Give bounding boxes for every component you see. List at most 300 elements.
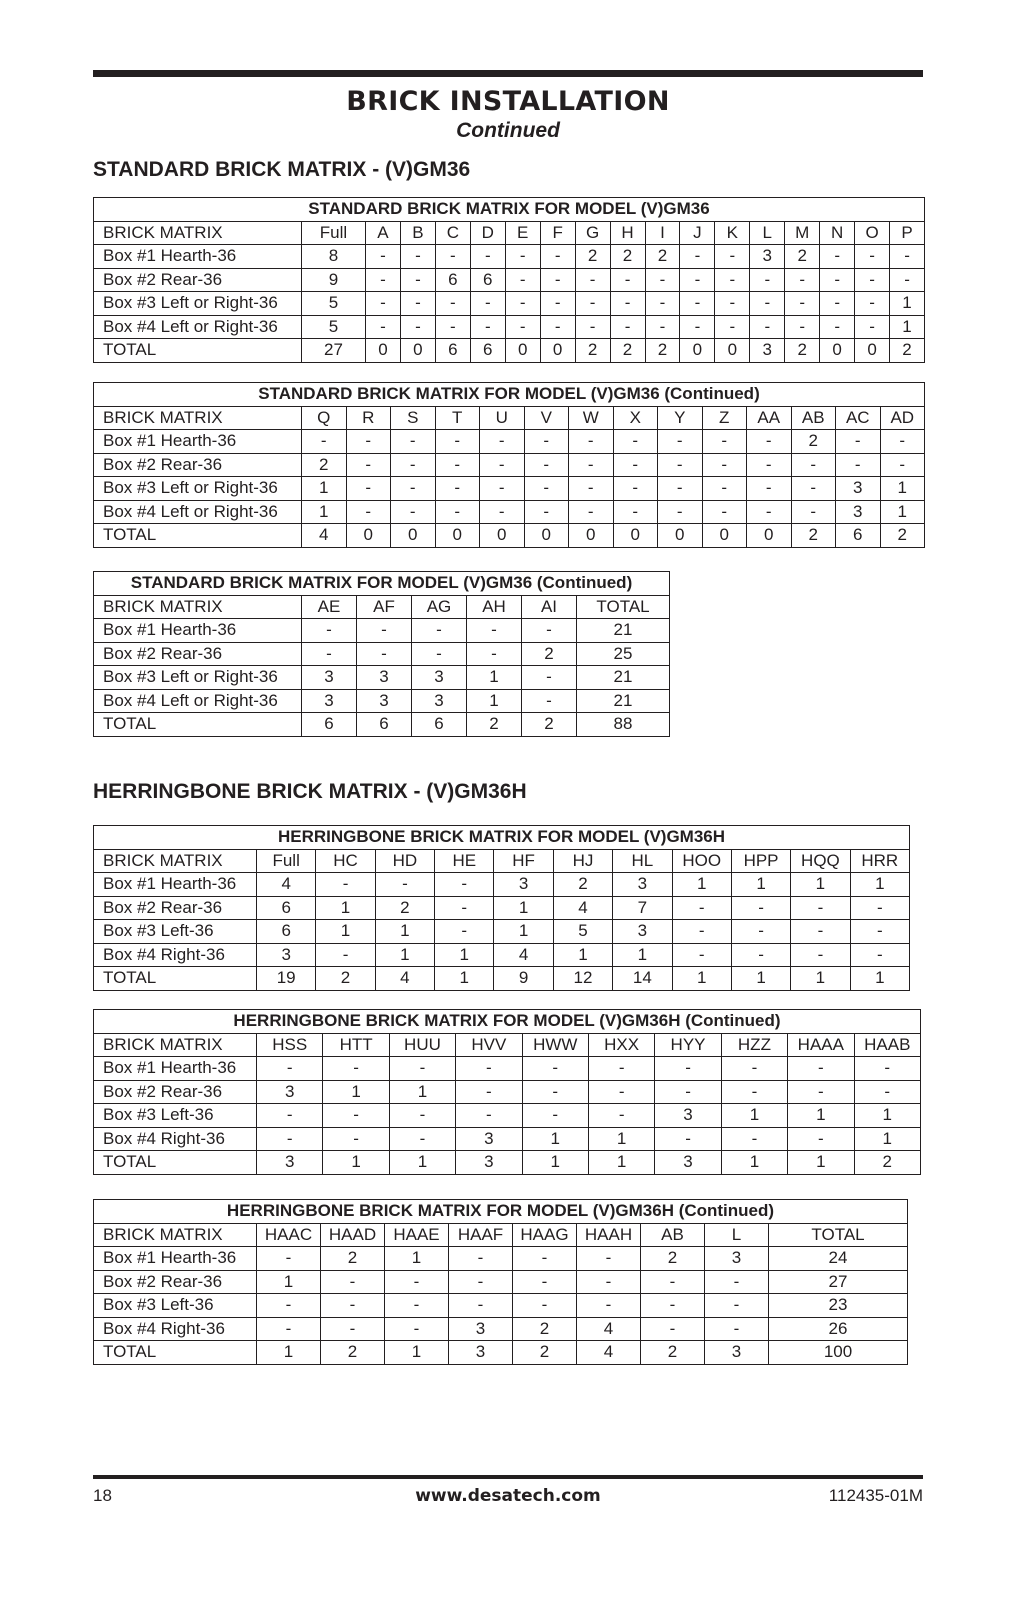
table-cell: 4 <box>302 524 347 548</box>
table-cell: 4 <box>553 896 612 920</box>
table-cell: 3 <box>449 1341 513 1365</box>
table-cell: 3 <box>705 1341 769 1365</box>
table-cell: 4 <box>577 1317 641 1341</box>
table-cell: - <box>257 1057 323 1081</box>
row-label: Box #2 Rear-36 <box>94 1270 257 1294</box>
row-label: TOTAL <box>94 1151 257 1175</box>
row-label: Box #4 Left or Right-36 <box>94 500 302 524</box>
table-cell: 1 <box>257 1270 321 1294</box>
table-cell: 2 <box>302 453 347 477</box>
row-label: Box #3 Left-36 <box>94 920 257 944</box>
table-cell: - <box>575 268 610 292</box>
table-cell: 3 <box>655 1151 721 1175</box>
table-cell: 1 <box>731 967 790 991</box>
table-row <box>94 477 925 501</box>
table-row <box>94 1294 908 1318</box>
table-row <box>94 315 925 339</box>
column-header: A <box>366 221 401 245</box>
table-cell: - <box>505 268 540 292</box>
table-cell: - <box>391 453 436 477</box>
table-cell: - <box>850 896 909 920</box>
column-header: L <box>705 1223 769 1247</box>
column-header: HD <box>375 849 434 873</box>
table-cell: 3 <box>257 1151 323 1175</box>
row-label: TOTAL <box>94 339 302 363</box>
table-cell: - <box>680 315 715 339</box>
table-cell: - <box>302 619 357 643</box>
table-cell: 2 <box>513 1341 577 1365</box>
table-cell: - <box>524 453 569 477</box>
table-cell: - <box>522 619 577 643</box>
website-link[interactable]: www.desatech.com <box>415 1486 601 1506</box>
table-cell: - <box>323 1104 389 1128</box>
table-cell: - <box>577 1270 641 1294</box>
table-cell: 1 <box>880 500 925 524</box>
column-header: R <box>346 406 391 430</box>
row-label: TOTAL <box>94 1341 257 1365</box>
table-caption-row <box>94 826 910 850</box>
row-label: TOTAL <box>94 524 302 548</box>
table-cell: - <box>391 477 436 501</box>
table-cell: 0 <box>747 524 792 548</box>
table-row <box>94 1270 908 1294</box>
table-cell: - <box>569 500 614 524</box>
table-cell: - <box>613 453 658 477</box>
table-cell: - <box>467 642 522 666</box>
column-header: BRICK MATRIX <box>94 406 302 430</box>
table-cell: - <box>524 477 569 501</box>
table-cell: - <box>389 1127 455 1151</box>
column-header: Y <box>658 406 703 430</box>
column-header: AB <box>791 406 836 430</box>
column-header: HAAG <box>513 1223 577 1247</box>
column-header: TOTAL <box>769 1223 908 1247</box>
table-cell: 0 <box>613 524 658 548</box>
table-caption: HERRINGBONE BRICK MATRIX FOR MODEL (V)GM36H (Continued) <box>94 1200 908 1224</box>
table-cell: - <box>400 268 435 292</box>
table-cell: - <box>588 1080 654 1104</box>
table-cell: 0 <box>855 339 890 363</box>
table-cell: - <box>346 477 391 501</box>
column-header: E <box>505 221 540 245</box>
row-label: Box #1 Hearth-36 <box>94 619 302 643</box>
table-cell: 2 <box>890 339 925 363</box>
table-caption-row <box>94 1200 908 1224</box>
table-cell: - <box>715 268 750 292</box>
table-cell: - <box>855 292 890 316</box>
table-cell: - <box>391 500 436 524</box>
column-header: TOTAL <box>577 595 670 619</box>
column-header: HPP <box>731 849 790 873</box>
table-cell: - <box>702 453 747 477</box>
table-cell: - <box>890 245 925 269</box>
table-row <box>94 1341 908 1365</box>
table-cell: 2 <box>641 1341 705 1365</box>
table-cell: 1 <box>721 1151 787 1175</box>
table-cell: - <box>385 1294 449 1318</box>
table-cell: 1 <box>553 943 612 967</box>
table-cell: - <box>540 268 575 292</box>
table-cell: 6 <box>412 713 467 737</box>
table-cell: 1 <box>890 292 925 316</box>
table-cell: - <box>385 1270 449 1294</box>
table-cell: - <box>316 873 375 897</box>
table-cell: 2 <box>610 245 645 269</box>
table-cell: - <box>346 453 391 477</box>
table-cell: - <box>854 1057 920 1081</box>
table-cell: - <box>470 315 505 339</box>
table-cell: 6 <box>257 920 316 944</box>
table-cell: - <box>524 430 569 454</box>
row-label: Box #2 Rear-36 <box>94 268 302 292</box>
table-cell: 1 <box>467 689 522 713</box>
table-cell: - <box>435 453 480 477</box>
table-cell: - <box>524 500 569 524</box>
table-cell: 1 <box>788 1151 854 1175</box>
table-cell: - <box>788 1080 854 1104</box>
column-header: K <box>715 221 750 245</box>
table-cell: 3 <box>836 500 881 524</box>
table-cell: - <box>569 430 614 454</box>
table-cell: 2 <box>854 1151 920 1175</box>
herringbone-matrix-table-2 <box>93 1009 921 1175</box>
table-cell: 3 <box>302 689 357 713</box>
table-cell: - <box>575 315 610 339</box>
column-header: G <box>575 221 610 245</box>
table-cell: 2 <box>791 430 836 454</box>
table-cell: 2 <box>575 245 610 269</box>
table-cell: 1 <box>257 1341 321 1365</box>
table-cell: - <box>456 1057 522 1081</box>
table-cell: - <box>357 642 412 666</box>
top-rule <box>93 70 923 77</box>
table-cell: - <box>366 315 401 339</box>
table-cell: 3 <box>613 873 672 897</box>
column-header: HAAD <box>321 1223 385 1247</box>
column-header: Full <box>257 849 316 873</box>
table-cell: 1 <box>588 1127 654 1151</box>
table-cell: 27 <box>769 1270 908 1294</box>
table-cell: 1 <box>588 1151 654 1175</box>
table-cell: - <box>820 268 855 292</box>
table-cell: - <box>400 245 435 269</box>
table-cell: 0 <box>480 524 525 548</box>
table-row <box>94 619 670 643</box>
table-cell: - <box>540 315 575 339</box>
column-header: HQQ <box>791 849 850 873</box>
table-cell: 3 <box>456 1151 522 1175</box>
table-row <box>94 1151 921 1175</box>
column-header: X <box>613 406 658 430</box>
table-cell: - <box>540 245 575 269</box>
table-cell: 2 <box>316 967 375 991</box>
table-cell: 12 <box>553 967 612 991</box>
table-cell: 1 <box>316 896 375 920</box>
table-cell: 3 <box>750 339 785 363</box>
table-cell: 6 <box>257 896 316 920</box>
table-cell: - <box>747 477 792 501</box>
table-row <box>94 292 925 316</box>
column-header: AG <box>412 595 467 619</box>
table-cell: 3 <box>412 689 467 713</box>
table-cell: - <box>791 896 850 920</box>
table-cell: 1 <box>435 967 494 991</box>
table-cell: 3 <box>257 943 316 967</box>
table-cell: - <box>750 315 785 339</box>
table-cell: - <box>346 430 391 454</box>
column-header: HTT <box>323 1033 389 1057</box>
table-cell: - <box>645 268 680 292</box>
table-cell: 2 <box>791 524 836 548</box>
table-cell: - <box>522 689 577 713</box>
column-header: Q <box>302 406 347 430</box>
table-cell: 2 <box>645 245 680 269</box>
table-cell: 6 <box>435 339 470 363</box>
table-cell: 3 <box>456 1127 522 1151</box>
table-cell: 24 <box>769 1247 908 1271</box>
column-header: HZZ <box>721 1033 787 1057</box>
column-header: AE <box>302 595 357 619</box>
table-row <box>94 245 925 269</box>
table-cell: 14 <box>613 967 672 991</box>
table-row <box>94 268 925 292</box>
table-cell: 1 <box>494 896 553 920</box>
column-header: HVV <box>456 1033 522 1057</box>
table-cell: 2 <box>645 339 680 363</box>
page-title: BRICK INSTALLATION <box>346 86 670 117</box>
table-cell: - <box>505 245 540 269</box>
table-cell: - <box>672 943 731 967</box>
table-cell: - <box>389 1057 455 1081</box>
table-cell: - <box>513 1247 577 1271</box>
table-cell: - <box>672 896 731 920</box>
table-row <box>94 896 910 920</box>
table-cell: 1 <box>850 967 909 991</box>
table-cell: 1 <box>389 1151 455 1175</box>
table-cell: 6 <box>302 713 357 737</box>
column-header: C <box>435 221 470 245</box>
table-cell: - <box>522 1080 588 1104</box>
page-number: 18 <box>93 1486 112 1505</box>
table-cell: 21 <box>577 619 670 643</box>
table-cell: - <box>323 1057 389 1081</box>
table-cell: - <box>613 430 658 454</box>
table-row <box>94 524 925 548</box>
table-cell: - <box>435 896 494 920</box>
table-cell: 1 <box>302 477 347 501</box>
column-header: HXX <box>588 1033 654 1057</box>
table-cell: - <box>366 245 401 269</box>
table-cell: 1 <box>323 1151 389 1175</box>
column-header: Full <box>302 221 366 245</box>
table-cell: - <box>480 477 525 501</box>
table-cell: - <box>702 430 747 454</box>
table-cell: - <box>588 1104 654 1128</box>
standard-matrix-table-3 <box>93 571 670 737</box>
table-cell: - <box>505 315 540 339</box>
table-cell: 4 <box>577 1341 641 1365</box>
table-cell: - <box>321 1270 385 1294</box>
table-cell: 1 <box>613 943 672 967</box>
table-cell: - <box>513 1270 577 1294</box>
column-header: I <box>645 221 680 245</box>
table-cell: 2 <box>785 245 820 269</box>
table-cell: 1 <box>791 967 850 991</box>
table-row <box>94 453 925 477</box>
table-row <box>94 1317 908 1341</box>
table-cell: - <box>655 1080 721 1104</box>
table-caption: HERRINGBONE BRICK MATRIX FOR MODEL (V)GM36H <box>94 826 910 850</box>
column-header: B <box>400 221 435 245</box>
table-cell: - <box>385 1317 449 1341</box>
table-cell: - <box>467 619 522 643</box>
table-cell: - <box>658 500 703 524</box>
table-cell: 0 <box>820 339 855 363</box>
table-cell: - <box>400 292 435 316</box>
table-header-row <box>94 1223 908 1247</box>
table-cell: - <box>655 1057 721 1081</box>
table-cell: - <box>505 292 540 316</box>
herringbone-matrix-table-1 <box>93 825 910 991</box>
table-cell: - <box>705 1270 769 1294</box>
table-cell: 6 <box>470 339 505 363</box>
table-cell: - <box>257 1127 323 1151</box>
table-cell: - <box>890 268 925 292</box>
table-cell: - <box>302 430 347 454</box>
column-header: BRICK MATRIX <box>94 1223 257 1247</box>
table-cell: 25 <box>577 642 670 666</box>
herringbone-section-heading: HERRINGBONE BRICK MATRIX - (V)GM36H <box>93 780 527 803</box>
column-header: AB <box>641 1223 705 1247</box>
table-cell: 0 <box>366 339 401 363</box>
table-cell: 2 <box>467 713 522 737</box>
column-header: F <box>540 221 575 245</box>
table-cell: - <box>588 1057 654 1081</box>
table-cell: - <box>715 292 750 316</box>
table-cell: - <box>321 1317 385 1341</box>
table-cell: 3 <box>412 666 467 690</box>
table-cell: 21 <box>577 689 670 713</box>
column-header: M <box>785 221 820 245</box>
table-cell: 3 <box>655 1104 721 1128</box>
table-row <box>94 1247 908 1271</box>
column-header: HOO <box>672 849 731 873</box>
table-cell: 1 <box>791 873 850 897</box>
table-row <box>94 873 910 897</box>
column-header: O <box>855 221 890 245</box>
table-cell: 2 <box>575 339 610 363</box>
document-number: 112435-01M <box>828 1486 923 1505</box>
column-header: HAAH <box>577 1223 641 1247</box>
table-cell: 1 <box>672 873 731 897</box>
table-cell: 9 <box>302 268 366 292</box>
table-cell: 1 <box>850 873 909 897</box>
column-header: Z <box>702 406 747 430</box>
table-cell: - <box>820 292 855 316</box>
table-cell: - <box>715 245 750 269</box>
standard-matrix-table-2 <box>93 382 925 548</box>
row-label: Box #1 Hearth-36 <box>94 430 302 454</box>
table-cell: - <box>540 292 575 316</box>
table-row <box>94 430 925 454</box>
table-cell: 8 <box>302 245 366 269</box>
table-cell: 0 <box>505 339 540 363</box>
table-cell: - <box>357 619 412 643</box>
table-cell: 7 <box>613 896 672 920</box>
table-cell: 1 <box>385 1341 449 1365</box>
table-row <box>94 1057 921 1081</box>
column-header: HUU <box>389 1033 455 1057</box>
table-cell: - <box>791 453 836 477</box>
table-cell: - <box>480 430 525 454</box>
table-cell: 4 <box>375 967 434 991</box>
table-caption: STANDARD BRICK MATRIX FOR MODEL (V)GM36 (Continued) <box>94 572 670 596</box>
table-cell: - <box>658 453 703 477</box>
table-cell: - <box>435 477 480 501</box>
table-row <box>94 1104 921 1128</box>
column-header: AC <box>836 406 881 430</box>
table-cell: 0 <box>658 524 703 548</box>
table-cell: - <box>302 642 357 666</box>
row-label: TOTAL <box>94 713 302 737</box>
table-cell: - <box>791 477 836 501</box>
table-cell: - <box>435 245 470 269</box>
table-cell: 3 <box>257 1080 323 1104</box>
table-cell: - <box>850 943 909 967</box>
table-cell: 3 <box>613 920 672 944</box>
row-label: Box #2 Rear-36 <box>94 453 302 477</box>
row-label: Box #3 Left or Right-36 <box>94 477 302 501</box>
row-label: TOTAL <box>94 967 257 991</box>
table-cell: - <box>575 292 610 316</box>
table-cell: - <box>855 245 890 269</box>
column-header: HAAF <box>449 1223 513 1247</box>
table-row <box>94 689 670 713</box>
column-header: AD <box>880 406 925 430</box>
column-header: H <box>610 221 645 245</box>
table-cell: - <box>470 245 505 269</box>
table-cell: - <box>880 453 925 477</box>
table-cell: 3 <box>836 477 881 501</box>
row-label: Box #4 Left or Right-36 <box>94 315 302 339</box>
table-cell: - <box>705 1294 769 1318</box>
table-cell: 1 <box>788 1104 854 1128</box>
table-cell: 3 <box>449 1317 513 1341</box>
table-cell: 1 <box>375 920 434 944</box>
table-cell: - <box>715 315 750 339</box>
table-cell: 100 <box>769 1341 908 1365</box>
column-header: N <box>820 221 855 245</box>
table-cell: 0 <box>702 524 747 548</box>
table-cell: - <box>645 315 680 339</box>
table-cell: - <box>522 666 577 690</box>
table-cell: 4 <box>257 873 316 897</box>
table-cell: - <box>257 1294 321 1318</box>
table-cell: 1 <box>854 1127 920 1151</box>
column-header: HC <box>316 849 375 873</box>
column-header: BRICK MATRIX <box>94 595 302 619</box>
table-cell: 1 <box>467 666 522 690</box>
table-cell: - <box>702 477 747 501</box>
table-header-row <box>94 849 910 873</box>
table-cell: - <box>456 1080 522 1104</box>
table-caption-row <box>94 383 925 407</box>
table-cell: - <box>641 1317 705 1341</box>
table-cell: - <box>613 500 658 524</box>
column-header: L <box>750 221 785 245</box>
table-cell: - <box>613 477 658 501</box>
table-caption: STANDARD BRICK MATRIX FOR MODEL (V)GM36 <box>94 198 925 222</box>
